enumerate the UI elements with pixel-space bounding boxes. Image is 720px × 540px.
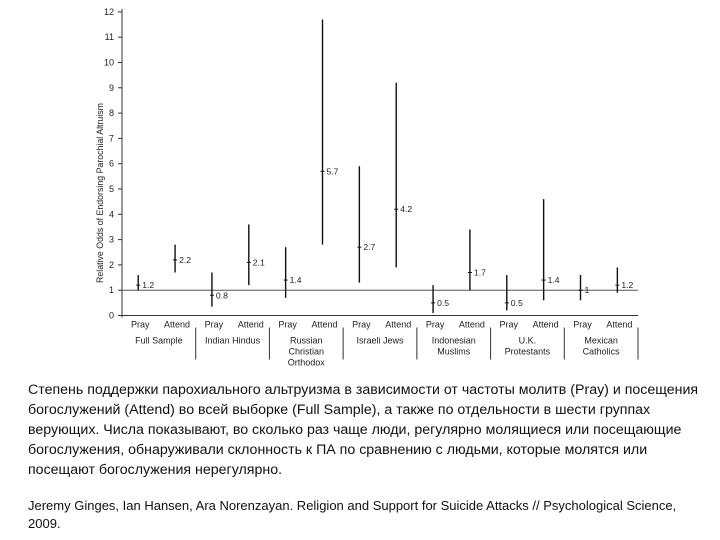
y-tick-label: 0 xyxy=(108,310,114,321)
sub-label-attend: Attend xyxy=(385,319,412,330)
y-tick-label: 10 xyxy=(103,57,114,68)
group-label: Russian Christian Orthodox xyxy=(287,335,325,368)
sub-label-attend: Attend xyxy=(606,319,633,330)
category-labels xyxy=(131,320,638,368)
y-tick-label: 6 xyxy=(108,158,114,169)
figure-caption: Степень поддержки парохиального альтруизма в зависимости от частоты молитв (Pray) и посещения богослужений (Attend) во всей выборке (Full Sample), а также по отдельности в шести группах верующих. Числа показывают, во сколько раз чаще люди, регулярно молящиеся или посещающие богослужения, обнаруживали склонность к ПА по сравнению с людьми, которые молятся или посещают богослужения нерегулярно. xyxy=(28,382,699,478)
value-label: 0.8 xyxy=(215,290,228,301)
sub-label-attend: Attend xyxy=(237,319,264,330)
y-tick-label: 8 xyxy=(108,108,114,119)
value-label: 1.2 xyxy=(621,280,634,291)
sub-label-pray: Pray xyxy=(352,319,371,330)
sub-label-pray: Pray xyxy=(425,319,445,330)
group-label: Full Sample xyxy=(135,335,183,346)
value-label: 1 xyxy=(584,285,590,296)
sub-label-pray: Pray xyxy=(204,319,224,330)
value-label: 5.7 xyxy=(326,166,339,177)
sub-label-attend: Attend xyxy=(311,319,338,330)
sub-label-pray: Pray xyxy=(278,319,297,330)
y-tick-label: 2 xyxy=(108,259,114,270)
value-label: 0.5 xyxy=(437,297,450,308)
value-label: 2.2 xyxy=(179,254,192,265)
data-marks xyxy=(136,19,633,312)
sub-label-attend: Attend xyxy=(164,319,191,330)
value-label: 1.7 xyxy=(473,267,486,278)
value-label: 2.1 xyxy=(252,257,265,268)
sub-label-pray: Pray xyxy=(499,319,519,330)
value-label: 4.2 xyxy=(400,204,413,215)
value-label: 0.5 xyxy=(510,297,523,308)
sub-label-attend: Attend xyxy=(532,319,559,330)
y-tick-label: 9 xyxy=(108,82,114,93)
y-tick-label: 4 xyxy=(108,209,114,220)
y-tick-label: 11 xyxy=(104,32,114,43)
source-citation: Jeremy Ginges, Ian Hansen, Ara Norenzayan. Religion and Support for Suicide Attacks // Psychological Science, 2009. xyxy=(28,498,677,531)
value-label: 1.2 xyxy=(142,280,155,291)
group-label: U.K. Protestants xyxy=(504,335,551,357)
y-tick-label: 1 xyxy=(108,285,114,296)
sub-label-attend: Attend xyxy=(458,319,485,330)
y-tick-label: 3 xyxy=(108,234,114,245)
y-axis-label: Relative Odds of Endorsing Parochial Altruism xyxy=(95,103,105,283)
value-label: 1.4 xyxy=(547,275,560,286)
value-label: 1.4 xyxy=(289,275,302,286)
y-tick-label: 7 xyxy=(108,133,114,144)
group-label: Indian Hindus xyxy=(205,335,261,346)
y-tick-label: 5 xyxy=(108,184,114,194)
sub-label-pray: Pray xyxy=(130,319,150,330)
group-label: Mexican Catholics xyxy=(582,335,620,357)
axes xyxy=(104,7,638,321)
sub-label-pray: Pray xyxy=(573,319,592,330)
y-tick-label: 12 xyxy=(103,6,114,17)
group-label: Israeli Jews xyxy=(356,335,404,346)
value-label: 2.7 xyxy=(363,242,376,253)
group-label: Indonesian Muslims xyxy=(431,335,476,357)
